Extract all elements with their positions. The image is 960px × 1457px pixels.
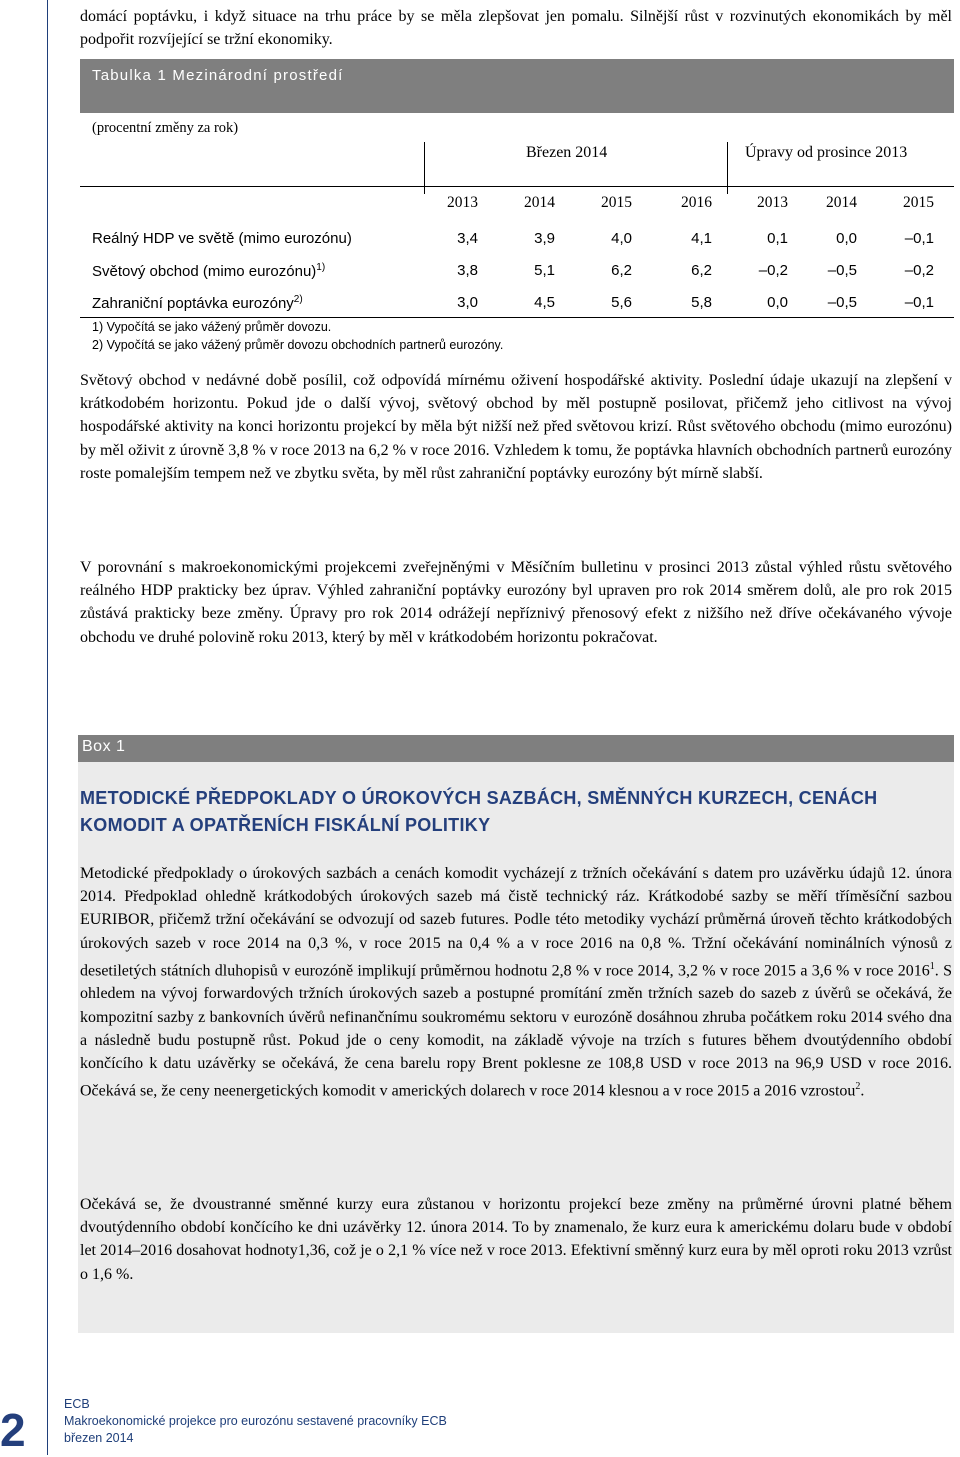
intro-paragraph <box>80 5 952 51</box>
box-para2-text: Očekává se, že dvoustranné směnné kurzy eura zůstanou v horizontu projekcí beze změny na průměrné úrovni platné během dvoutýdenního období končícího ke dni uzávěrky 12. února 2014. To by znamenalo, že kurz eura k americkému dolaru bude v období let 2014–2016 dosahovat hodnoty1,36, což je o 2,1 % více než v roce 2013. Efektivní směnný kurz eura by měl oproti roku 2013 vzrůst o 1,6 %. <box>80 1196 952 1283</box>
year-header-cell: 2013 <box>757 194 788 211</box>
footer-title: Makroekonomické projekce pro eurozónu sestavené pracovníky ECB <box>64 1414 447 1428</box>
box-paragraph-2 <box>80 1193 952 1286</box>
footnote-ref-1[interactable]: 1 <box>929 960 935 972</box>
table-title: Tabulka 1 Mezinárodní prostředí <box>92 67 344 84</box>
row-label-text: Zahraniční poptávka eurozóny <box>92 295 294 312</box>
box-title: METODICKÉ PŘEDPOKLADY O ÚROKOVÝCH SAZBÁCH, SMĚNNÝCH KURZECH, CENÁCH KOMODIT A OPATŘENÍCH FISKÁLNÍ POLITIKY <box>80 788 878 835</box>
table-row-label <box>92 230 352 247</box>
footer-date: březen 2014 <box>64 1431 134 1445</box>
row-footnote-ref: 2) <box>293 294 303 305</box>
table-cell: –0,1 <box>904 294 934 311</box>
row-label-text: Světový obchod (mimo eurozónu) <box>92 263 317 280</box>
table-cell: –0,2 <box>904 262 934 279</box>
box-label: Box 1 <box>82 738 126 755</box>
table-cell: 5,6 <box>611 294 632 311</box>
paragraph-text: Světový obchod v nedávné době posílil, což odpovídá mírnému oživení hospodářské aktivity. Poslední údaje ukazují na zlepšení v krátkodobém horizontu. Pokud jde o další vývoj, světový obchod by měl postupně posilovat, přičemž jeho citlivost na vývoj hospodářské aktivity na konci horizontu projekcí by měla být nižší než před světovou krizí. Růst světového obchodu (mimo eurozónu) by měl oživit z úrovně 3,8 % v roce 2013 na 6,2 % v roce 2016. Vzhledem k tomu, že poptávka hlavních obchodních partnerů eurozóny roste pomalejším tempem než ve zbytku světa, by měl růst zahraniční poptávky eurozóny být mírně slabší. <box>80 372 952 482</box>
paragraph-comparison <box>80 556 952 649</box>
box-para1-part-b: . S ohledem na vývoj forwardových tržních úrokových sazeb a postupné promítání změn tržních sazeb do sazeb z úvěrů se očekává, že kompozitní sazby z bankovních úvěrů nefinančnímu soukromému sektoru v eurozóně dosáhnou zhruba počátkem roku 2014 svého dna a následně budu postupně růst. Pokud jde o ceny komodit, na základě vývoje na trzích s futures během dvoutýdenního období končícího k datu uzávěrky se očekává, že cena barelu ropy Brent poklesne ze 108,8 USD v roce 2013 na 96,9 USD v roce 2016. Očekává se, že ceny neenergetických komodit v amerických dolarech v roce 2014 klesnou a v roce 2015 a 2016 vzrostou <box>80 962 952 1100</box>
box-paragraph-1 <box>80 862 952 1103</box>
table-cell: 4,1 <box>691 230 712 247</box>
table-cell: 3,0 <box>457 294 478 311</box>
footer <box>64 1396 447 1447</box>
table-cell: –0,5 <box>827 262 857 279</box>
table-cell: 0,0 <box>836 230 857 247</box>
box-para1-part-a: Metodické předpoklady o úrokových sazbách a cenách komodit vycházejí z tržních očekávání s datem pro uzávěrku údajů 12. února 2014. Předpoklad ohledně krátkodobých úrokových sazeb má čistě technický ráz. Krátkodobé sazby se měří tříměsíční sazbou EURIBOR, přičemž tržní očekávání se odvozují od sazeb futures. Podle této metodiky vychází průměrná úroveň těchto krátkodobých úrokových sazeb v roce 2014 na 0,3 %, v roce 2015 na 0,4 % a v roce 2016 na 0,8 %. Tržní očekávání nominálních výnosů z desetiletých státních dluhopisů v eurozóně implikují průměrnou hodnotu 2,8 % v roce 2014, 3,2 % v roce 2015 a 3,6 % v roce 2016 <box>80 865 952 980</box>
table-cell: –0,5 <box>827 294 857 311</box>
year-header-cell: 2014 <box>826 194 857 211</box>
year-header-cell: 2015 <box>601 194 632 211</box>
table-cell: 4,5 <box>534 294 555 311</box>
header-rule <box>80 186 954 187</box>
table-cell: 3,9 <box>534 230 555 247</box>
table-cell: 5,1 <box>534 262 555 279</box>
table-cell: 5,8 <box>691 294 712 311</box>
year-header-cell: 2013 <box>447 194 478 211</box>
table-cell: 4,0 <box>611 230 632 247</box>
year-header-cell: 2014 <box>524 194 555 211</box>
year-header-cell: 2016 <box>681 194 712 211</box>
intro-text: domácí poptávku, i když situace na trhu práce by se měla zlepšovat jen pomalu. Silnější růst v rozvinutých ekonomikách by měl podpořit rozvíjející se tržní ekonomiky. <box>80 8 952 49</box>
paragraph-text: V porovnání s makroekonomickými projekcemi zveřejněnými v Měsíčním bulletinu v prosinci 2013 zůstal výhled růstu světového reálného HDP prakticky bez úprav. Výhled zahraniční poptávky eurozóny byl upraven pro rok 2014 směrem dolů, ale pro rok 2015 zůstává prakticky beze změny. Úpravy pro rok 2014 odrážejí nepříznivý přenosový efekt z nižšího než dříve očekávaného vývoje obchodu ve druhé polovině roku 2013, který by měl v krátkodobém horizontu pokračovat. <box>80 559 952 646</box>
box-para1-part-c: . <box>860 1082 865 1100</box>
table-cell: 0,0 <box>767 294 788 311</box>
table-cell: 6,2 <box>691 262 712 279</box>
table-note-1: 1) Vypočítá se jako vážený průměr dovozu. <box>92 320 332 334</box>
table-cell: 3,8 <box>457 262 478 279</box>
table-cell: –0,2 <box>758 262 788 279</box>
year-header-cell: 2015 <box>903 194 934 211</box>
page-number: 2 <box>0 1404 26 1456</box>
box-header-bar <box>78 735 954 762</box>
row-label-text: Reálný HDP ve světě (mimo eurozónu) <box>92 230 352 247</box>
table-cell: 0,1 <box>767 230 788 247</box>
table-cell: –0,1 <box>904 230 934 247</box>
table-note-2: 2) Vypočítá se jako vážený průměr dovozu obchodních partnerů eurozóny. <box>92 338 504 352</box>
table-header-bar <box>80 59 954 113</box>
table-cell: 6,2 <box>611 262 632 279</box>
margin-rule <box>47 0 48 1455</box>
paragraph-world-trade <box>80 369 952 485</box>
table-cell: 3,4 <box>457 230 478 247</box>
group-label-revisions: Úpravy od prosince 2013 <box>745 144 908 161</box>
group-label-march: Březen 2014 <box>526 144 608 161</box>
footer-org: ECB <box>64 1397 90 1411</box>
footnote-ref-2[interactable]: 2 <box>855 1081 861 1093</box>
table-row-label <box>92 262 325 280</box>
table-subtitle: (procentní změny za rok) <box>92 120 239 136</box>
row-footnote-ref: 1) <box>316 262 326 273</box>
table-row-label <box>92 294 303 312</box>
table-bottom-rule <box>80 317 954 318</box>
